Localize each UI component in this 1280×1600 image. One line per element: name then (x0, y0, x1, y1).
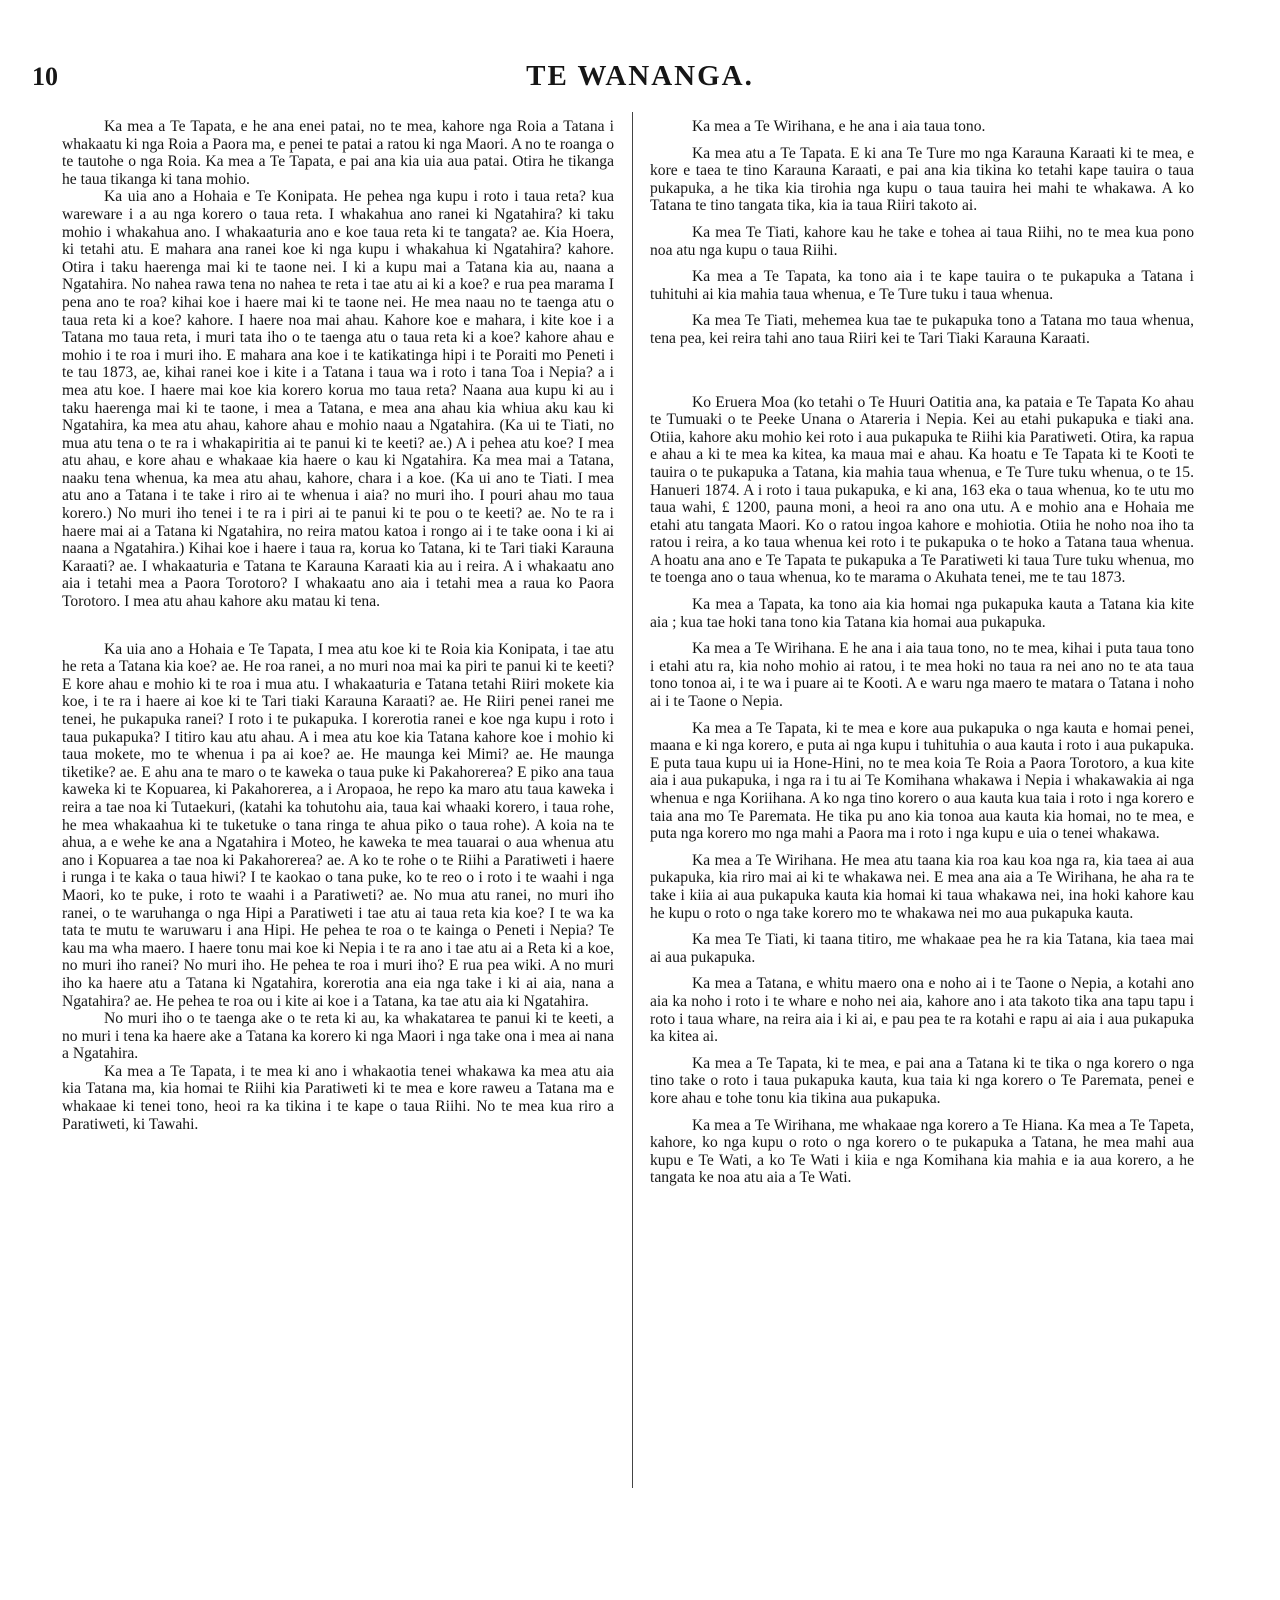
paragraph: Ka mea a Tatana, e whitu maero ona e noho ai i te Taone o Nepia, a kotahi ano aia ka noho i roto i te whare e noho nei aia, kahore ano i ata takoto tika ana tapu tapu i roto i taua whare, na reira aia i ki ai, e pau pea te ra kotahi e rapu ai aia i aua pukapuka ka kitea ai. (650, 975, 1194, 1046)
paragraph: Ka mea a Te Wirihana. He mea atu taana kia roa kau koa nga ra, kia taea ai aua pukapuka, kia riro mai ai ki te whakawa nei. E mea ana aia a Te Wirihana, he aha ra te take i kiia ai aua pukapuka kauta kia homai ki taua whakawa nei, ina hoki kahore kau he kupu o roto o nga take korero mo te whakawa nei mo aua pukapuka kauta. (650, 851, 1194, 922)
paragraph: No muri iho o te taenga ake o te reta ki au, ka whakatarea te panui ki te keeti, a no muri i tena ka haere ake a Tatana ka korero ki nga Maori i nga take ona i mea ai nana a Ngatahira. (62, 1010, 614, 1063)
paragraph: Ka mea a Te Tapata, i te mea ki ano i whakaotia tenei whakawa ka mea atu aia kia Tatana ma, kia homai te Riihi kia Paratiweti ki te mea e kore raweu a Tatana ma e whakaae ki tenei tono, heoi ra ka tikina i te kape o taua Riihi. No te mea kua riro a Paratiweti, ki Tawahi. (62, 1062, 614, 1133)
paragraph: Ka uia ano a Hohaia e Te Tapata, I mea atu koe ki te Roia kia Konipata, i tae atu he reta a Tatana kia koe? ae. He roa ranei, a no muri noa mai ka piri te panui ki te keeti? E kore ahau e mohio ki te roa i mua atu. I whakaaturia e Tatana tetahi Riiri mokete kia koe, i te ra i haere ai koe ki te Tari tiaki Karauna Karaati? ae. He Riiri penei ranei me tenei, he pukapuka ranei? I roto i te pukapuka. I korerotia ranei e koe nga kupu i roto i taua pukapuka? I titiro kau atu ahau. A i mea atu koe kia Tatana kahore koe i mohio ki taua mokete, mo te whenua i pa ai koe? ae. He maunga kei Mimi? ae. He maunga tiketike? ae. E ahu ana te maro o te kaweka o taua puke ki Pakahorerea? E piko ana taua kaweka ki te Kopuarea, ki Pakahorerea, a i Aropaoa, he repo ka maro atu taua kaweka i reira a tae noa ki Tutaekuri, (katahi ka tohutohu aia, taua kai whaaki korero, i taua rohe, he mea whakaahua ki te tuketuke o tana ringa te ahua piko o taua rohe). A koia na te ahua, a e wehe ke ana a Ngatahira i Moteo, he kaweka te mea tauarai o aua whenua atu ano i Kopuarea a tae noa ki Pakahorerea? ae. A ko te rohe o te Riihi a Paratiweti i haere i runga i te kaka o taua hiwi? I te kaokao o tana puke, ko te reo o i roto i te waahi i nga Maori, ko te puke, i roto te waahi i a Paratiweti? ae. No mua atu ranei, no muri iho ranei, o te waruhanga o nga Hipi a Paratiweti i tae atu ai taua reta kia koe? I te wa ka tata te mutu te waruwaru i ana Hipi. He pehea te roa o te kainga o Peneti i Nepia? Te kau ma wha maero. I haere tonu mai koe ki Nepia i te ra ano i tae atu ai a Reta ki a koe, no muri iho ranei? No muri iho. He pehea te roa i muri iho? E rua pea wiki. A no muri iho ka haere atu a Tatana ki Ngatahira, korerotia ana eia nga take i ki ai aia, nana a Ngatahira? ae. He pehea te roa ou i kite ai koe i a Tatana, ka tae atu aia ki Ngatahira. (62, 640, 614, 1010)
paragraph: Ka mea a Tapata, ka tono aia kia homai nga pukapuka kauta a Tatana kia kite aia ; kua tae hoki tana tono kia Tatana kia homai aua pukapuka. (650, 596, 1194, 631)
paragraph: Ka mea Te Tiati, ki taana titiro, me whakaae pea he ra kia Tatana, kia taea mai ai aua pukapuka. (650, 931, 1194, 966)
page-number: 10 (32, 62, 58, 91)
paragraph: Ka mea a Te Wirihana, me whakaae nga korero a Te Hiana. Ka mea a Te Tapeta, kahore, ko nga kupu o roto o nga korero o te pukapuka a Tatana, he mea mahi aua kupu e Te Wati, a ko Te Wati i kiia e nga Komihana kia mahia e ia aua korero, a he tangata ke noa atu aia a Te Wati. (650, 1116, 1194, 1187)
paragraph: Ko Eruera Moa (ko tetahi o Te Huuri Oatitia ana, ka pataia e Te Tapata Ko ahau te Tumuaki o te Peeke Unana o Atareria i Nepia. Kei au etahi pukapuka e tiaki ana. Otiia, kahore aku mohio kei roto i aua pukapuka te Riihi kia Paratiweti. Otira, ka rapua e ahau a ki te mea ka kitea, ka maua mai e ahau. Ka hoatu e Te Tapata ki te Kooti te tauira o te pukapuka a Tatana, kia mahia taua whenua, e Te Ture tuku whenua, o te 15. Hanueri 1874. A i roto i taua pukapuka, e ki ana, 163 eka o taua whenua, ko te utu mo taua wahi, £ 1200, pauna moni, a heoi ra ano ona utu. A e mohio ana e Hohaia me etahi atu tangata Maori. Ko o ratou ingoa kahore e mohiotia. Otiia he noho noa iho ta ratou i reira, a ko taua whenua kei roto i te pukapuka o te hoko a Tatana taua whenua. A hoatu ana ano e Te Tapata te pukapuka a Te Paratiweti ki taua Ture tuku whenua, mo te toenga ano o taua whenua, ko te marama o Akuhata tenei, me te tau 1873. (650, 393, 1194, 587)
paragraph: Ka uia ano a Hohaia e Te Konipata. He pehea nga kupu i roto i taua reta? kua wareware i a au nga korero o taua reta. I whakahua ano ranei ki Ngatahira? ki taku mohio i whakahua ano. I whakaaturia ano e koe taua reta ki te tangata? ae. Kia Hoera, ki tetahi atu. E mahara ana ranei koe ki nga kupu i whakahua ki Ngatahira? kahore. Otira i taku haerenga mai ki te taone nei. I ki a kupu mai a Tatana kia au, naana a Ngatahira. No nahea rawa tena no nahea te reta i tae atu ai ki a koe? e rua pea marama I pena ano te roa? kihai koe i haere mai ki te taone nei. He mea naau no te taenga atu o taua reta ki a koe? kahore. I haere noa mai ahau. Kahore koe e mahara, i kite koe i a Tatana mo taua reta, i muri tata iho o te taenga atu o taua reta ki a koe? kahore ahau e mohio i te roa i muri iho. E mahara ana koe i te katikatinga hipi i te Poraiti mo Peneti i te tau 1873, ae, kihai ranei koe i kite i a Tatana i taua wa i roto i tana Toa i Nepia? a i mea atu koe. I haere mai koe kia korero korua mo taua reta? Naana aua kupu ki au i taku haerenga mai ki te taone, i mea a Tatana, e mea ana ahau kia whiua aku kau ki Ngatahira, ka mea atu ahau, kahore ahau e mohio naau a Ngatahira. (Ka ui te Tiati, no mua atu tena o te ra i whakapiritia ai te panui ki te keeti? ae.) A i pehea atu koe? I mea atu ahau, e kore ahau e whakaae kia haere o kau ki Ngatahira. Ka mea mai a Tatana, naaku tena whenua, ka mea atu ahau, kahore, chara i a koe. (Ka ui ano te Tiati. I mea atu ano a Tatana i te take i riro ai te whenua i aia? no muri iho. I pouri ahau mo taua korero.) No muri iho tenei i te ra i piri ai te panui ki te pou o te keeti? ae. No te ra i haere mai ai a Tatana ki Ngatahira, no reira matou katoa i rongo ai i te take oona i ki ai naana a Ngatahira.) Kihai koe i haere i taua ra, korua ko Tatana, ki te Tari tiaki Karauna Karaati? ae. I whakaaturia e Tatana te Karauna Karaati kia au i reira. A i whakaatu ano aia i tetahi mea a Paora Torotoro? I whakaatu ano aia i tetahi mea a raua ko Paora Torotoro. I mea atu ahau kahore aku matau ki tena. (62, 188, 614, 611)
paragraph: Ka mea Te Tiati, mehemea kua tae te pukapuka tono a Tatana mo taua whenua, tena pea, kei reira tahi ano taua Riiri kei te Tari Tiaki Karauna Karaati. (650, 312, 1194, 347)
paragraph: Ka mea a Te Tapata, ki te mea, e pai ana a Tatana ki te tika o nga korero o nga tino take o roto i taua pukapuka kauta, kua taia ki nga korero o Te Paremata, penei e kore ahau e tohe tonu kia tikina aua pukapuka. (650, 1054, 1194, 1107)
paragraph: Ka mea a Te Wirihana. E he ana i aia taua tono, no te mea, kihai i puta taua tono i etahi atu ra, kia noho mohio ai ratou, i te mea hoki no taua ra nei ano no te ata taua tono tonoa ai, i te wa i puare ai te Kooti. A e waru nga maero te matara o Tatana i noho ai i te Taone o Nepia. (650, 640, 1194, 711)
left-column (62, 118, 614, 1133)
paragraph: Ka mea a Te Wirihana, e he ana i aia taua tono. (692, 118, 986, 135)
paragraph: Ka mea a Te Tapata, ka tono aia i te kape tauira o te pukapuka a Tatana i tuhituhi ai kia mahia taua whenua, e Te Ture tuku i taua whenua. (650, 268, 1194, 303)
masthead-title: TE WANANGA. (526, 60, 754, 92)
column-divider (632, 112, 633, 1488)
paragraph: Ka mea Te Tiati, kahore kau he take e tohea ai taua Riihi, no te mea kua pono noa atu nga kupu o taua Riihi. (650, 223, 1194, 259)
paragraph: Ka mea a Te Tapata, e he ana enei patai, no te mea, kahore nga Roia a Tatana i whakaatu ki nga Roia a Paora ma, e penei te patai a ratou ki nga Maori. A no te roanga o te tautohe o nga Roia. Ka mea a Te Tapata, e pai ana kia uia aua patai. Otira he tikanga he taua tikanga ki tana mohio. (62, 118, 614, 188)
right-column (650, 118, 1194, 1187)
paragraph: Ka mea a Te Tapata, ki te mea e kore aua pukapuka o nga kauta e homai penei, maana e ki nga korero, e puta ai nga kupu i tuhituhia o aua kauta i roto i aua pukapuka. E puta taua kupu ui ia Hone-Hini, no te mea koia Te Roia a Paora Torotoro, a kua kite aia i aua pukapuka, i nga ra i tu ai Te Komihana whakawa i Nepia i whakawakia ai nga whenua e nga Koriihana. A ko nga tino korero o aua kauta kua taia i roto i nga korero e taia ana mo Te Paremata. He tika pu ano kia tonoa aua kauta kia homai, no te mea, e puta nga korero mo nga mahi a Paora ma i roto i nga kupu e uia o tenei whakawa. (650, 719, 1194, 843)
paragraph: Ka mea atu a Te Tapata. E ki ana Te Ture mo nga Karauna Karaati ki te mea, e kore e taea te tino Karauna Karaati, e pai ana kia tikina ko tetahi kape tauira o taua pukapuka, a he tika kia tirohia nga kupu o taua tauira hei mahi te whakawa. A ko Tatana te tino tangata tika, kia ia taua Riiri takoto ai. (650, 144, 1194, 215)
